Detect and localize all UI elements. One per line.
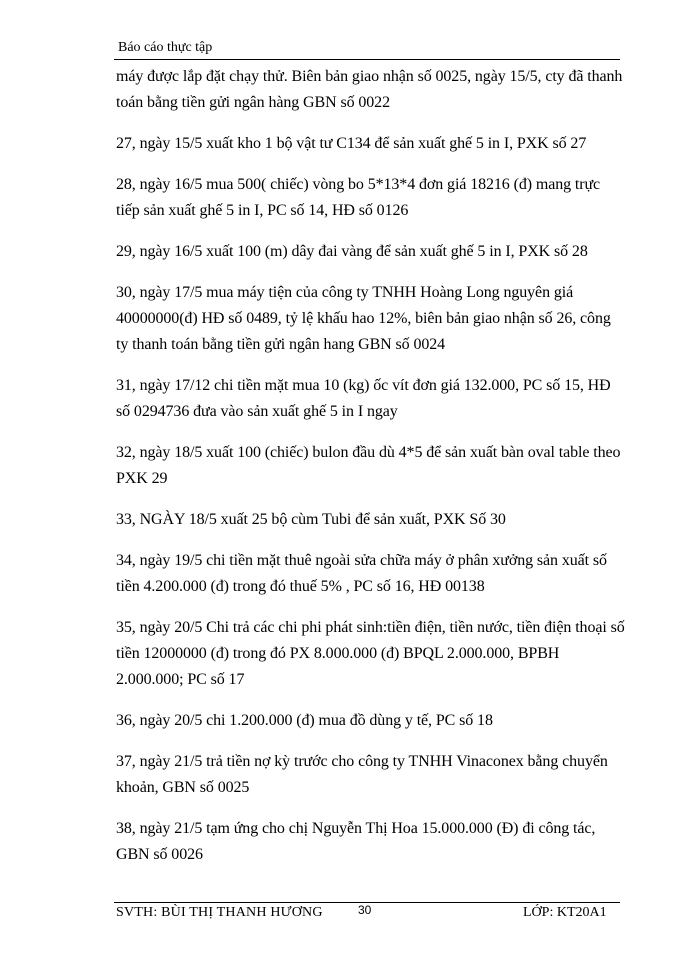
page-header xyxy=(114,40,620,60)
paragraph: 32, ngày 18/5 xuất 100 (chiếc) bulon đầu dù 4*5 để sản xuất bàn oval table theo PXK 29 xyxy=(116,444,621,487)
footer-class-label: LỚP: KT20A1 xyxy=(523,905,607,920)
paragraph: 30, ngày 17/5 mua máy tiện của công ty TNHH Hoàng Long nguyên giá 40000000(đ) HĐ số 0489, tỷ lệ khấu hao 12%, biên bản giao nhận số 26, công ty thanh toán bằng tiền gửi ngân hang GBN số 0024 xyxy=(116,284,611,353)
paragraph: 36, ngày 20/5 chi 1.200.000 (đ) mua đồ dùng y tế, PC số 18 xyxy=(116,712,493,729)
footer-page-number: 30 xyxy=(358,903,372,917)
header-title: Báo cáo thực tập xyxy=(118,40,213,55)
paragraph: 37, ngày 21/5 trả tiền nợ kỳ trước cho công ty TNHH Vinaconex bằng chuyển khoản, GBN số 0025 xyxy=(116,753,608,796)
paragraph: 27, ngày 15/5 xuất kho 1 bộ vật tư C134 để sản xuất ghế 5 in I, PXK số 27 xyxy=(116,135,587,152)
paragraph: máy được lắp đặt chạy thử. Biên bản giao nhận số 0025, ngày 15/5, cty đã thanh toán bằng tiền gửi ngân hàng GBN số 0022 xyxy=(116,68,623,111)
paragraph: 34, ngày 19/5 chi tiền mặt thuê ngoài sửa chữa máy ở phân xưởng sản xuất số tiền 4.200.000 (đ) trong đó thuế 5% , PC số 16, HĐ 00138 xyxy=(116,552,607,595)
paragraph: 35, ngày 20/5 Chi trả các chi phi phát sinh:tiền điện, tiền nước, tiền điện thoại số tiền 12000000 (đ) trong đó PX 8.000.000 (đ) BPQL 2.000.000, BPBH 2.000.000; PC số 17 xyxy=(116,619,625,688)
paragraph: 29, ngày 16/5 xuất 100 (m) dây đai vàng để sản xuất ghế 5 in I, PXK số 28 xyxy=(116,243,588,260)
document-body xyxy=(116,64,626,883)
paragraph: 33, NGÀY 18/5 xuất 25 bộ cùm Tubi để sản xuất, PXK Số 30 xyxy=(116,511,506,528)
footer-student-name: SVTH: BÙI THỊ THANH HƯƠNG xyxy=(116,905,323,920)
paragraph: 38, ngày 21/5 tạm ứng cho chị Nguyễn Thị Hoa 15.000.000 (Đ) đi công tác, GBN số 0026 xyxy=(116,820,596,863)
paragraph: 28, ngày 16/5 mua 500( chiếc) vòng bo 5*13*4 đơn giá 18216 (đ) mang trực tiếp sản xuất ghế 5 in I, PC số 14, HĐ số 0126 xyxy=(116,176,601,219)
paragraph: 31, ngày 17/12 chi tiền mặt mua 10 (kg) ốc vít đơn giá 132.000, PC số 15, HĐ số 0294736 đưa vào sản xuất ghế 5 in I ngay xyxy=(116,377,611,420)
